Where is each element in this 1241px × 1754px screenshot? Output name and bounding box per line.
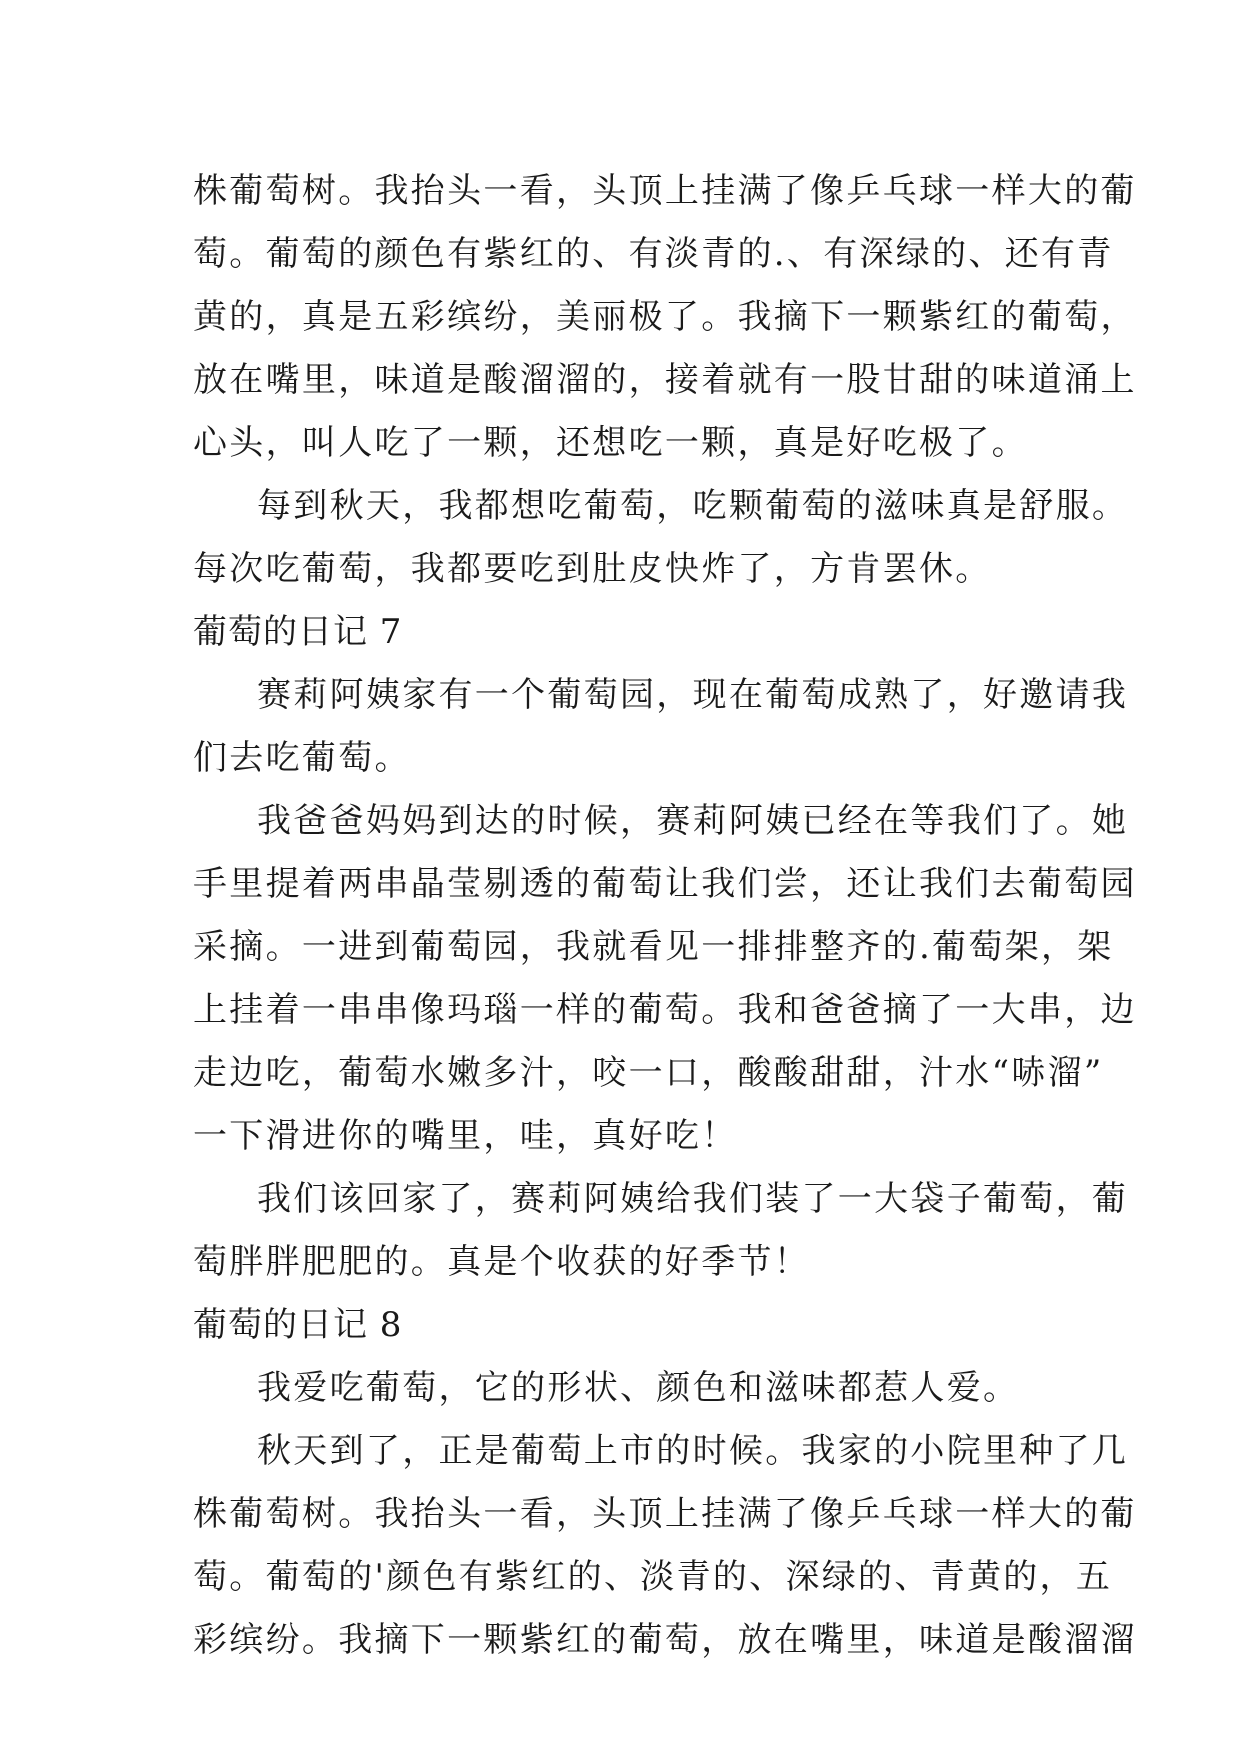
- text-line: 株葡萄树。我抬头一看，头顶上挂满了像乒乓球一样大的葡: [193, 171, 1137, 211]
- text-line: 彩缤纷。我摘下一颗紫红的葡萄，放在嘴里，味道是酸溜溜: [193, 1620, 1137, 1660]
- text-line: 每次吃葡萄，我都要吃到肚皮快炸了，方肯罢休。: [193, 549, 992, 589]
- text-line: 手里提着两串晶莹剔透的葡萄让我们尝，还让我们去葡萄园: [193, 864, 1137, 904]
- section-heading: 葡萄的日记 7: [193, 612, 403, 652]
- text-line: 心头，叫人吃了一颗，还想吃一颗，真是好吃极了。: [193, 423, 1028, 463]
- text-line: 一下滑进你的嘴里，哇，真好吃！: [193, 1116, 738, 1156]
- text-line: 走边吃，葡萄水嫩多汁，咬一口，酸酸甜甜，汁水“哧溜”: [193, 1053, 1104, 1093]
- document-page: [193, 160, 1137, 1672]
- text-line: 采摘。一进到葡萄园，我就看见一排排整齐的.葡萄架，架: [193, 927, 1114, 967]
- text-line: 黄的，真是五彩缤纷，美丽极了。我摘下一颗紫红的葡萄，: [193, 297, 1137, 337]
- text-line: 秋天到了，正是葡萄上市的时候。我家的小院里种了几: [257, 1431, 1129, 1471]
- text-line: 株葡萄树。我抬头一看，头顶上挂满了像乒乓球一样大的葡: [193, 1494, 1137, 1534]
- text-line: 每到秋天，我都想吃葡萄，吃颗葡萄的滋味真是舒服。: [257, 486, 1129, 526]
- text-line: 赛莉阿姨家有一个葡萄园，现在葡萄成熟了，好邀请我: [257, 675, 1129, 715]
- text-line: 我爱吃葡萄，它的形状、颜色和滋味都惹人爱。: [257, 1368, 1020, 1408]
- text-line: 萄。葡萄的颜色有紫红的、有淡青的.、有深绿的、还有青: [193, 234, 1114, 274]
- text-line: 放在嘴里，味道是酸溜溜的，接着就有一股甘甜的味道涌上: [193, 360, 1137, 400]
- text-line: 我爸爸妈妈到达的时候，赛莉阿姨已经在等我们了。她: [257, 801, 1129, 841]
- text-line: 萄胖胖肥肥的。真是个收获的好季节！: [193, 1242, 811, 1282]
- text-line: 上挂着一串串像玛瑙一样的葡萄。我和爸爸摘了一大串，边: [193, 990, 1137, 1030]
- text-line: 萄。葡萄的'颜色有紫红的、淡青的、深绿的、青黄的，五: [193, 1557, 1113, 1597]
- text-line: 我们该回家了，赛莉阿姨给我们装了一大袋子葡萄，葡: [257, 1179, 1129, 1219]
- section-heading: 葡萄的日记 8: [193, 1305, 403, 1345]
- text-line: 们去吃葡萄。: [193, 738, 411, 778]
